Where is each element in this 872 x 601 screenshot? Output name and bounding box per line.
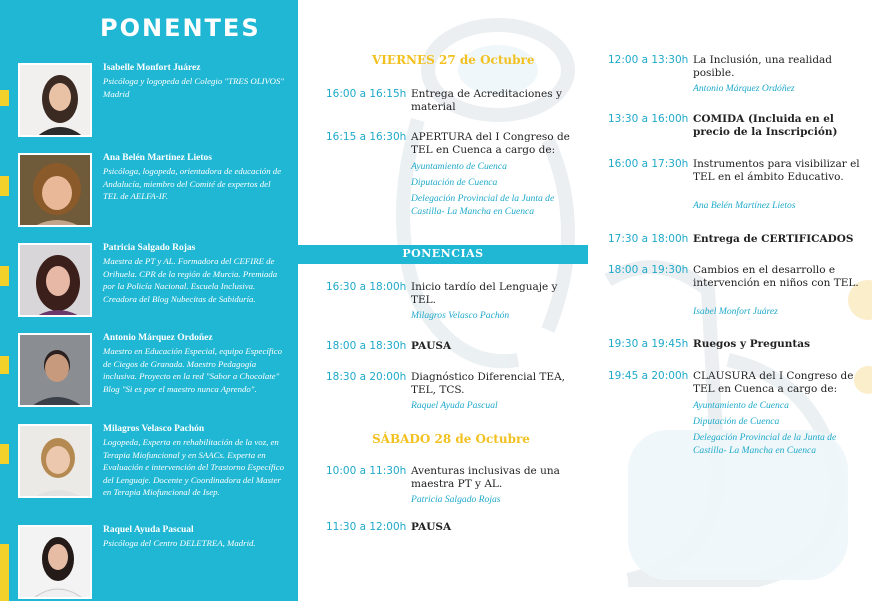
item-presenter: Raquel Ayuda Pascual <box>411 400 498 411</box>
speaker-name: Ana Belén Martínez Lietos <box>103 153 212 163</box>
ponencias-banner <box>298 245 588 264</box>
item-presenter: Patricia Salgado Rojas <box>411 494 501 505</box>
item-title: APERTURA del I Congreso de TEL en Cuenca a cargo de: <box>411 131 570 156</box>
speaker-name: Antonio Márquez Ordoñez <box>103 333 213 343</box>
item-title: Diagnóstico Diferencial TEA, TEL, TCS. <box>411 371 566 396</box>
item-presenter: Ayuntamiento de Cuenca <box>693 400 789 411</box>
item-presenter: Ayuntamiento de Cuenca <box>411 161 507 172</box>
item-presenter: Diputación de Cuenca <box>693 416 780 427</box>
speaker-name: Raquel Ayuda Pascual <box>103 525 194 535</box>
speaker-name: Patricia Salgado Rojas <box>103 243 196 253</box>
item-time: 10:00 a 11:30h <box>326 465 407 477</box>
item-title: COMIDA (Incluida en el precio de la Inscripción) <box>693 113 838 138</box>
item-time: 19:30 a 19:45h <box>608 338 689 350</box>
item-time: 17:30 a 18:00h <box>608 233 689 245</box>
item-title: Instrumentos para visibilizar el TEL en el ámbito Educativo. <box>693 158 860 183</box>
item-title: Inicio tardío del Lenguaje y TEL. <box>411 281 558 306</box>
speaker-photo <box>18 333 92 407</box>
item-time: 12:00 a 13:30h <box>608 54 689 66</box>
item-presenter: Diputación de Cuenca <box>411 177 498 188</box>
item-title: PAUSA <box>411 340 452 352</box>
speaker-bio: Maestro en Educación Especial, equipo Específico de Ciegos de Granada. Maestro Pedagogía inclusiva. Proyecto en la red "Sabor a Chocolate" Blog "Si es por el maestro nunca Aprendo". <box>103 346 282 394</box>
item-title: CLAUSURA del I Congreso de TEL en Cuenca a cargo de: <box>693 370 854 395</box>
speaker-bio: Logopeda, Experta en rehabilitación de la voz, en Terapia Miofuncional y en SAACs. Experta en Evaluación e intervención del Trastorno Específico del Lenguaje. Docente y Coordinadora del Master en Terapia Miofuncional de Isep. <box>103 437 285 498</box>
item-presenter: Antonio Márquez Ordóñez <box>693 83 795 94</box>
item-time: 18:30 a 20:00h <box>326 371 407 383</box>
decorative-stripe <box>0 0 9 601</box>
item-title: PAUSA <box>411 521 452 533</box>
item-time: 16:00 a 17:30h <box>608 158 689 170</box>
ponencias-heading: PONENCIAS <box>402 247 484 260</box>
item-presenter: Isabel Monfort Juárez <box>693 306 778 317</box>
speaker-photo <box>18 424 92 498</box>
program-panel <box>298 0 872 601</box>
item-presenter: Ana Belén Martínez Lietos <box>693 200 796 211</box>
item-title: Cambios en el desarrollo e intervención en niños con TEL. <box>693 264 859 289</box>
item-time: 16:15 a 16:30h <box>326 131 407 143</box>
item-title: Entrega de Acreditaciones y material <box>411 88 562 113</box>
day-heading-friday: VIERNES 27 de Octubre <box>372 53 535 67</box>
item-title: La Inclusión, una realidad posible. <box>693 54 833 79</box>
speaker-bio: Maestra de PT y AL. Formadora del CEFIRE de Orihuela. CPR de la región de Murcia. Premiada por la Policía Nacional. Escuela Inclusiva. Creadora del Blog Nubecitas de Sabiduría. <box>103 256 278 304</box>
item-time: 13:30 a 16:00h <box>608 113 689 125</box>
item-title: Entrega de CERTIFICADOS <box>693 233 854 245</box>
item-presenter: Delegación Provincial de la Junta de Castilla- La Mancha en Cuenca <box>693 432 837 456</box>
speaker-name: Isabelle Monfort Juárez <box>103 63 201 73</box>
item-time: 18:00 a 18:30h <box>326 340 407 352</box>
speaker-bio: Psicóloga, logopeda, orientadora de educación de Andalucía, miembro del Comité de expertos del TEL de AELFA-IF. <box>103 166 282 202</box>
speaker-photo <box>18 153 92 227</box>
speaker-photo <box>18 63 92 137</box>
item-time: 11:30 a 12:00h <box>326 521 407 533</box>
speaker-name: Milagros Velasco Pachón <box>103 424 205 434</box>
item-presenter: Delegación Provincial de la Junta de Castilla- La Mancha en Cuenca <box>411 193 555 217</box>
item-presenter: Milagros Velasco Pachón <box>411 310 510 321</box>
speakers-title: PONENTES <box>100 14 261 42</box>
item-title: Aventuras inclusivas de una maestra PT y AL. <box>411 465 560 490</box>
item-time: 19:45 a 20:00h <box>608 370 689 382</box>
speaker-bio: Psicóloga y logopeda del Colegio "TRES OLIVOS" Madrid <box>103 76 285 99</box>
speakers-panel <box>0 0 298 601</box>
speaker-bio: Psicóloga del Centro DELETREA, Madrid. <box>103 538 256 548</box>
item-time: 16:00 a 16:15h <box>326 88 407 100</box>
speaker-photo <box>18 243 92 317</box>
item-time: 16:30 a 18:00h <box>326 281 407 293</box>
item-time: 18:00 a 19:30h <box>608 264 689 276</box>
speaker-photo <box>18 525 92 599</box>
day-heading-saturday: SÁBADO 28 de Octubre <box>372 432 530 446</box>
item-title: Ruegos y Preguntas <box>693 338 810 350</box>
